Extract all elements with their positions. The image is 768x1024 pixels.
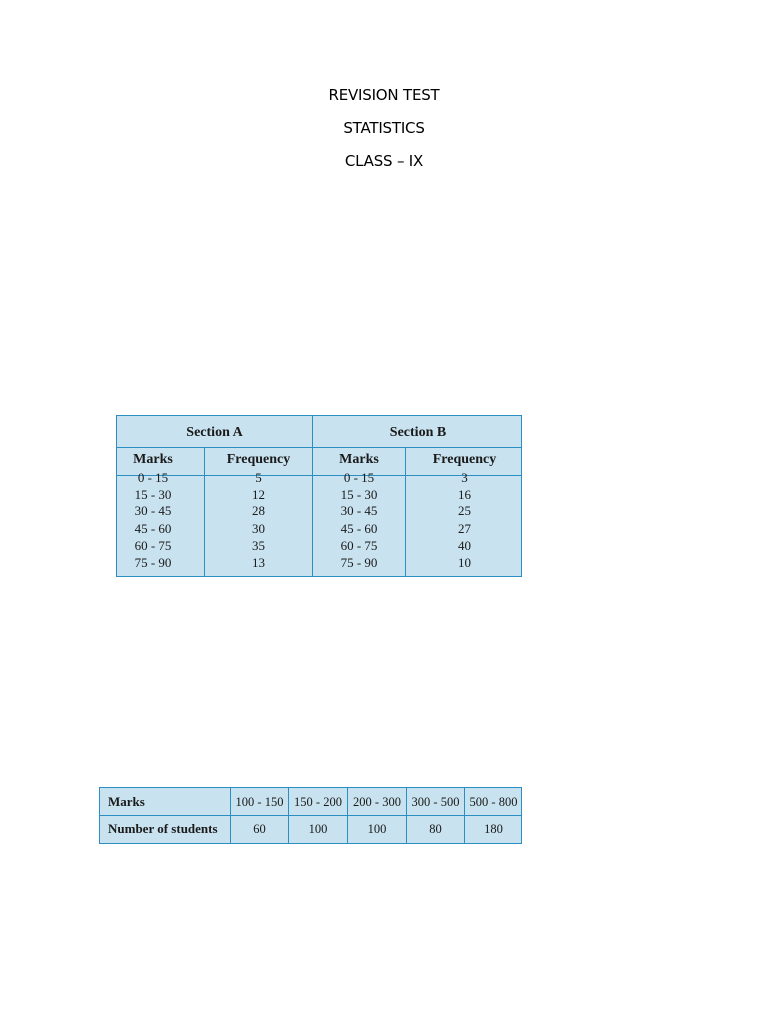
cell-frequency-a: 13: [252, 555, 265, 570]
cell-marks-b: 60 - 75: [340, 538, 378, 553]
section-b-header: Section B: [389, 425, 447, 440]
section-frequency-table: [116, 415, 522, 577]
cell-student-count: 100: [367, 822, 387, 836]
cell-frequency-a: 30: [252, 521, 265, 536]
cell-marks-b: 15 - 30: [340, 487, 378, 502]
marks-students-table: [99, 787, 522, 844]
cell-frequency-a: 5: [255, 470, 262, 485]
cell-marks-a: 45 - 60: [134, 521, 172, 536]
section-a-header: Section A: [186, 425, 243, 440]
cell-marks-range: 200 - 300: [353, 795, 401, 809]
cell-frequency-b: 10: [458, 555, 471, 570]
col-header-marks-b: Marks: [339, 452, 379, 467]
cell-marks-a: 30 - 45: [134, 503, 172, 518]
cell-marks-b: 30 - 45: [340, 503, 378, 518]
cell-marks-b: 0 - 15: [343, 470, 375, 485]
cell-frequency-b: 27: [458, 521, 471, 536]
heading-title: REVISION TEST: [328, 86, 440, 104]
cell-student-count: 60: [253, 822, 266, 836]
row-label-number-of-students: Number of students: [108, 821, 218, 836]
cell-marks-a: 15 - 30: [134, 487, 172, 502]
col-header-frequency-b: Frequency: [432, 452, 497, 467]
col-header-marks-a: Marks: [133, 452, 173, 467]
col-header-frequency-a: Frequency: [226, 452, 291, 467]
cell-marks-a: 60 - 75: [134, 538, 172, 553]
row-label-marks: Marks: [108, 794, 145, 809]
cell-marks-range: 300 - 500: [411, 795, 460, 809]
cell-frequency-b: 16: [458, 487, 471, 502]
cell-marks-b: 75 - 90: [340, 555, 378, 570]
cell-marks-a: 75 - 90: [134, 555, 172, 570]
cell-marks-a: 0 - 15: [137, 470, 169, 485]
cell-student-count: 80: [429, 822, 442, 836]
cell-frequency-b: 3: [461, 470, 468, 485]
cell-frequency-a: 12: [252, 487, 265, 502]
cell-frequency-b: 25: [458, 503, 471, 518]
cell-frequency-a: 35: [252, 538, 265, 553]
cell-marks-range: 150 - 200: [294, 795, 342, 809]
heading-class: CLASS – IX: [344, 152, 424, 170]
cell-student-count: 100: [308, 822, 328, 836]
heading-subject: STATISTICS: [343, 119, 425, 137]
cell-marks-b: 45 - 60: [340, 521, 378, 536]
cell-marks-range: 500 - 800: [469, 795, 518, 809]
cell-frequency-b: 40: [458, 538, 471, 553]
cell-student-count: 180: [484, 822, 503, 836]
cell-marks-range: 100 - 150: [235, 795, 284, 809]
cell-frequency-a: 28: [252, 503, 265, 518]
